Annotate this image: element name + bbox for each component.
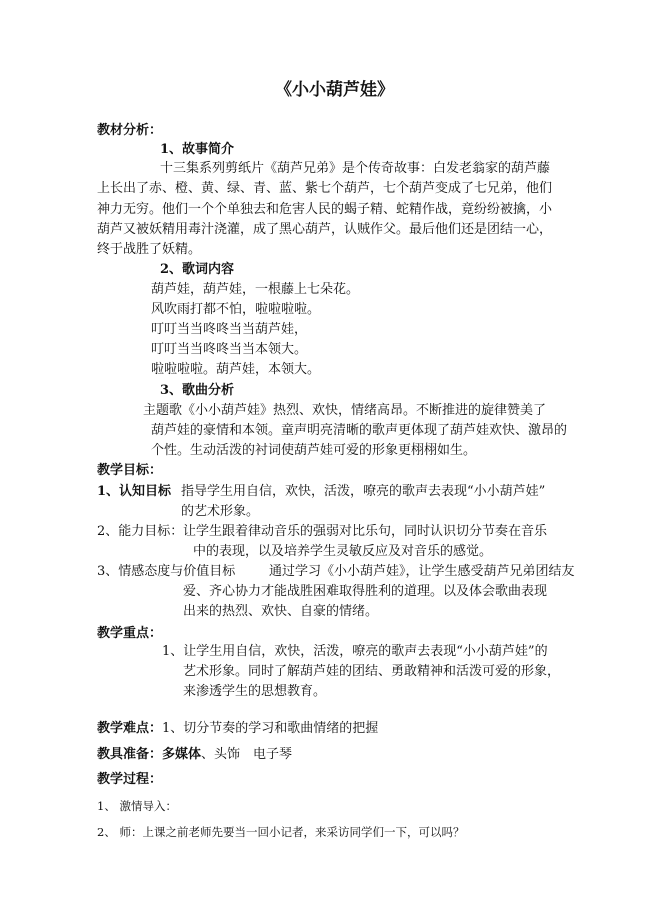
process-heading: 教学过程： <box>97 772 163 787</box>
process-step: 1、 激情导入： <box>97 799 177 813</box>
story-line: 神力无穷。他们一个个单独去和危害人民的蝎子精、蛇精作战，竟纷纷被擒，小 <box>97 202 553 217</box>
process-step: 2、 师：上课之前老师先要当一回小记者，来采访同学们一下，可以吗？ <box>97 825 465 839</box>
cognitive-goal-line: 指导学生用自信，欢快，活泼，嘹亮的歌声去表现“小小葫芦娃” <box>181 484 546 499</box>
song-heading: 3、歌曲分析 <box>160 383 235 398</box>
ability-goal-label: 2、能力目标： <box>97 524 184 539</box>
emotion-goal-label: 3、情感态度与价值目标 <box>97 564 236 579</box>
focus-line: 来渗透学生的思想教育。 <box>183 684 327 699</box>
story-line: 终于战胜了妖精。 <box>97 242 202 257</box>
focus-line: 1、让学生用自信，欢快，活泼，嘹亮的歌声去表现“小小葫芦娃”的 <box>162 644 548 659</box>
tools-heading: 教具准备： <box>97 747 163 762</box>
emotion-goal-line: 通过学习《小小葫芦娃》，让学生感受葫芦兄弟团结友 <box>269 564 575 579</box>
tools-bold-item: 多媒体 <box>162 747 202 762</box>
emotion-goal-line: 爱、齐心协力才能战胜困难取得胜利的道理。以及体会歌曲表现 <box>183 584 548 599</box>
lyrics-line: 葫芦娃，葫芦娃，一根藤上七朵花。 <box>151 282 360 297</box>
lyrics-line: 叮叮当当咚咚当当本领大。 <box>151 342 308 357</box>
ability-goal-line: 中的表现，以及培养学生灵敏反应及对音乐的感觉。 <box>193 544 493 559</box>
story-line: 十三集系列剪纸片《葫芦兄弟》是个传奇故事：白发老翁家的葫芦藤 <box>160 161 551 176</box>
analysis-heading: 教材分析： <box>97 123 163 138</box>
focus-heading: 教学重点： <box>97 626 163 641</box>
lyrics-line: 啦啦啦啦。葫芦娃，本领大。 <box>151 362 321 377</box>
story-line: 上长出了赤、橙、黄、绿、青、蓝、紫七个葫芦，七个葫芦变成了七兄弟，他们 <box>97 181 553 196</box>
cognitive-goal-label: 1、认知目标 <box>97 484 172 499</box>
tools-line <box>97 746 292 764</box>
ability-goal-line: 让学生跟着律动音乐的强弱对比乐句，同时认识切分节奏在音乐 <box>183 524 548 539</box>
difficulty-text: 1、切分节奏的学习和歌曲情绪的把握 <box>162 721 379 736</box>
song-line: 个性。生动活泼的衬词使葫芦娃可爱的形象更栩栩如生。 <box>151 443 477 458</box>
story-heading: 1、故事简介 <box>160 142 235 157</box>
lyrics-heading: 2、歌词内容 <box>160 262 235 277</box>
tools-rest: 、头饰 电子琴 <box>201 747 293 762</box>
emotion-goal-line: 出来的热烈、欢快、自豪的情绪。 <box>183 604 379 619</box>
lyrics-line: 叮叮当当咚咚当当葫芦娃， <box>151 322 308 337</box>
song-line: 主题歌《小小葫芦娃》热烈、欢快，情绪高昂。不断推进的旋律赞美了 <box>143 403 547 418</box>
doc-title: 《小小葫芦娃》 <box>275 80 394 100</box>
story-line: 葫芦又被妖精用毒汁浇灌，成了黑心葫芦，认贼作父。最后他们还是团结一心， <box>97 222 553 237</box>
goals-heading: 教学目标： <box>97 463 163 478</box>
song-line: 葫芦娃的豪情和本领。童声明亮清晰的歌声更体现了葫芦娃欢快、激昂的 <box>151 423 568 438</box>
difficulty-heading: 教学难点： <box>97 721 163 736</box>
cognitive-goal-line: 的艺术形象。 <box>181 504 260 519</box>
focus-line: 艺术形象。同时了解葫芦娃的团结、勇敢精神和活泼可爱的形象， <box>183 664 561 679</box>
lyrics-line: 风吹雨打都不怕，啦啦啦啦。 <box>151 302 321 317</box>
